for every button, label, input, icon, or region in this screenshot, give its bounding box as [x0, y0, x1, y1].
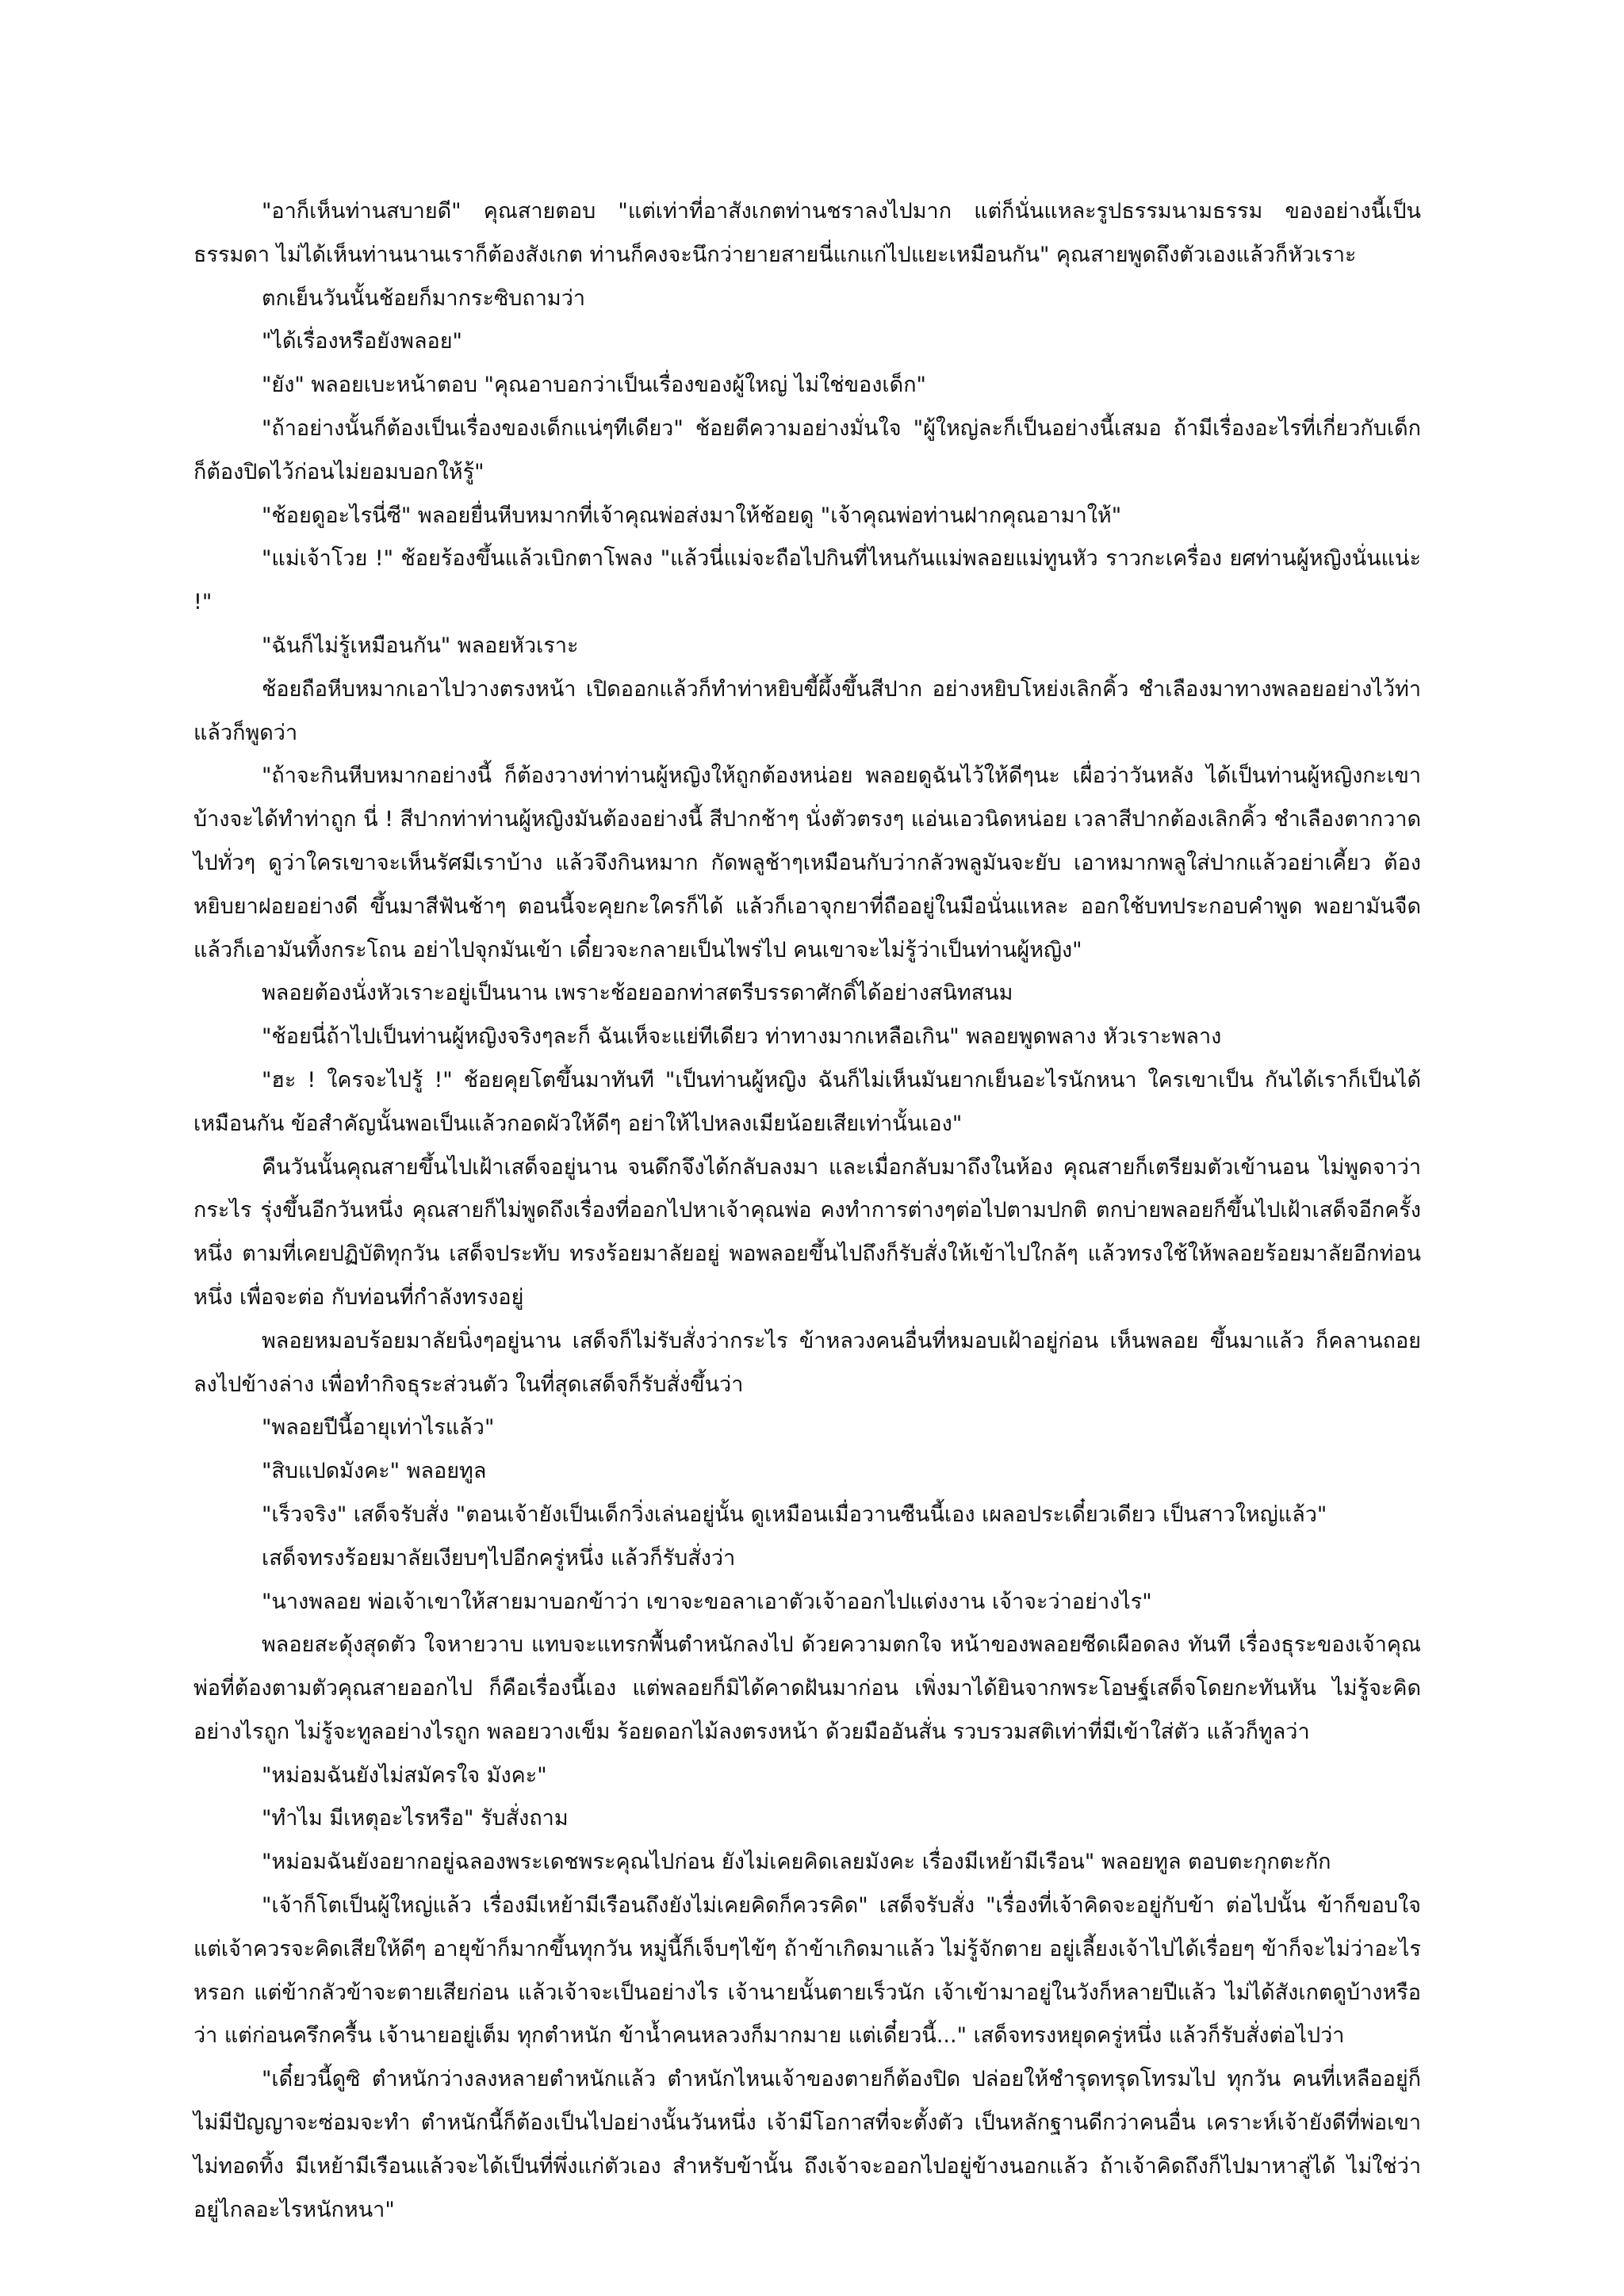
paragraph: คืนวันนั้นคุณสายขึ้นไปเฝ้าเสด็จอยู่นาน จนดึกจึงได้กลับลงมา และเมื่อกลับมาถึงในห้อง คุณสายก็เตรียมตัวเข้านอน ไม่พูดจาว่ากระไร รุ่งขึ้นอีกวันหนึ่ง คุณสายก็ไม่พูดถึงเรื่องที่ออกไปหาเจ้าคุณพ่อ คงทำการต่างๆต่อไปตามปกติ ตกบ่ายพลอยก็ขึ้นไปเฝ้าเสด็จอีกครั้งหนึ่ง ตามที่เคยปฏิบัติทุกวัน เสด็จประทับ ทรงร้อยมาลัยอยู่ พอพลอยขึ้นไปถึงก็รับสั่งให้เข้าไปใกล้ๆ แล้วทรงใช้ให้พลอยร้อยมาลัยอีกท่อนหนึ่ง เพื่อจะต่อ กับท่อนที่กำลังทรงอยู่	[193, 1154, 1421, 1310]
paragraph: "เร็วจริง" เสด็จรับสั่ง "ตอนเจ้ายังเป็นเด็กวิ่งเล่นอยู่นั้น ดูเหมือนเมื่อวานซืนนี้เอง เผลอประเดี๋ยวเดียว เป็นสาวใหญ่แล้ว"	[262, 1502, 1327, 1527]
paragraph: "หม่อมฉันยังไม่สมัครใจ มังคะ"	[262, 1762, 547, 1788]
paragraph: "ช้อยดูอะไรนี่ซี" พลอยยื่นหีบหมากที่เจ้าคุณพ่อส่งมาให้ช้อยดู "เจ้าคุณพ่อท่านฝากคุณอามาให้"	[262, 503, 1122, 528]
paragraph: ตกเย็นวันนั้นช้อยก็มากระซิบถามว่า	[262, 285, 586, 311]
paragraph: พลอยสะดุ้งสุดตัว ใจหายวาบ แทบจะแทรกพื้นตำหนักลงไป ด้วยความตกใจ หน้าของพลอยซีดเผือดลง ทันที เรื่องธุระของเจ้าคุณพ่อที่ต้องตามตัวคุณสายออกไป ก็คือเรื่องนี้เอง แต่พลอยก็มิได้คาดฝันมาก่อน เพิ่งมาได้ยินจากพระโอษฐ์เสด็จโดยกะทันหัน ไม่รู้จะคิดอย่างไรถูก ไม่รู้จะทูลอย่างไรถูก พลอยวางเข็ม ร้อยดอกไม้ลงตรงหน้า ด้วยมืออันสั่น รวบรวมสติเท่าที่มีเข้าใส่ตัว แล้วก็ทูลว่า	[193, 1632, 1421, 1744]
paragraph: "ได้เรื่องหรือยังพลอย"	[262, 329, 462, 354]
paragraph: "ถ้าจะกินหีบหมากอย่างนี้ ก็ต้องวางท่าท่านผู้หญิงให้ถูกต้องหน่อย พลอยดูฉันไว้ให้ดีๆนะ เผื่อว่าวันหลัง ได้เป็นท่านผู้หญิงกะเขาบ้างจะได้ทำท่าถูก นี่ ! สีปากท่าท่านผู้หญิงมันต้องอย่างนี้ สีปากช้าๆ นั่งตัวตรงๆ แอ่นเอวนิดหน่อย เวลาสีปากต้องเลิกคิ้ว ชำเลืองตากวาดไปทั่วๆ ดูว่าใครเขาจะเห็นรัศมีเราบ้าง แล้วจึงกินหมาก กัดพลูช้าๆเหมือนกับว่ากลัวพลูมันจะยับ เอาหมากพลูใส่ปากแล้วอย่าเคี้ยว ต้องหยิบยาฝอยอย่างดี ขึ้นมาสีฟันช้าๆ ตอนนี้จะคุยกะใครก็ได้ แล้วก็เอาจุกยาที่ถืออยู่ในมือนั่นแหละ ออกใช้บทประกอบคำพูด พอยามันจืดแล้วก็เอามันทิ้งกระโถน อย่าไปจุกมันเข้า เดี๋ยวจะกลายเป็นไพร่ไป คนเขาจะไม่รู้ว่าเป็นท่านผู้หญิง"	[193, 763, 1422, 962]
paragraph: "แม่เจ้าโวย !" ช้อยร้องขึ้นแล้วเบิกตาโพลง "แล้วนี่แม่จะถือไปกินที่ไหนกันแม่พลอยแม่ทูนหัว ราวกะเครื่อง ยศท่านผู้หญิงนั่นแน่ะ !"	[193, 546, 1421, 615]
paragraph: "ถ้าอย่างนั้นก็ต้องเป็นเรื่องของเด็กแน่ๆทีเดียว" ช้อยตีความอย่างมั่นใจ "ผู้ใหญ่ละก็เป็นอย่างนี้เสมอ ถ้ามีเรื่องอะไรที่เกี่ยวกับเด็ก ก็ต้องปิดไว้ก่อนไม่ยอมบอกให้รู้"	[193, 415, 1421, 484]
paragraph: "อาก็เห็นท่านสบายดี" คุณสายตอบ "แต่เท่าที่อาสังเกตท่านชราลงไปมาก แต่ก็นั่นแหละรูปธรรมนามธรรม ของอย่างนี้เป็นธรรมดา ไม่ได้เห็นท่านนานเราก็ต้องสังเกต ท่านก็คงจะนึกว่ายายสายนี่แกแก่ไปแยะเหมือนกัน" คุณสายพูดถึงตัวเองแล้วก็หัวเราะ	[193, 199, 1421, 267]
paragraph: พลอยหมอบร้อยมาลัยนิ่งๆอยู่นาน เสด็จก็ไม่รับสั่งว่ากระไร ข้าหลวงคนอื่นที่หมอบเฝ้าอยู่ก่อน เห็นพลอย ขึ้นมาแล้ว ก็คลานถอยลงไปข้างล่าง เพื่อทำกิจธุระส่วนตัว ในที่สุดเสด็จก็รับสั่งขึ้นว่า	[193, 1328, 1421, 1397]
paragraph: "เจ้าก็โตเป็นผู้ใหญ่แล้ว เรื่องมีเหย้ามีเรือนถึงยังไม่เคยคิดก็ควรคิด" เสด็จรับสั่ง "เรื่องที่เจ้าคิดจะอยู่กับข้า ต่อไปนั้น ข้าก็ขอบใจ แต่เจ้าควรจะคิดเสียให้ดีๆ อายุข้าก็มากขึ้นทุกวัน หมู่นี้ก็เจ็บๆไข้ๆ ถ้าข้าเกิดมาแล้ว ไม่รู้จักตาย อยู่เลี้ยงเจ้าไปได้เรื่อยๆ ข้าก็จะไม่ว่าอะไรหรอก แต่ข้ากลัวข้าจะตายเสียก่อน แล้วเจ้าจะเป็นอย่างไร เจ้านายนั้นตายเร็วนัก เจ้าเข้ามาอยู่ในวังก็หลายปีแล้ว ไม่ได้สังเกตดูบ้างหรือว่า แต่ก่อนครึกครื้น เจ้านายอยู่เต็ม ทุกตำหนัก ข้าน้ำคนหลวงก็มากมาย แต่เดี๋ยวนี้..." เสด็จทรงหยุดครู่หนึ่ง แล้วก็รับสั่งต่อไปว่า	[193, 1893, 1421, 2049]
paragraph: "พลอยปีนี้อายุเท่าไรแล้ว"	[262, 1415, 495, 1441]
paragraph: ช้อยถือหีบหมากเอาไปวางตรงหน้า เปิดออกแล้วก็ทำท่าหยิบขี้ผึ้งขึ้นสีปาก อย่างหยิบโหย่งเลิกคิ้ว ชำเลืองมาทางพลอยอย่างไว้ท่า แล้วก็พูดว่า	[193, 676, 1421, 745]
paragraph: เสด็จทรงร้อยมาลัยเงียบๆไปอีกครู่หนึ่ง แล้วก็รับสั่งว่า	[262, 1545, 736, 1571]
paragraph: "นางพลอย พ่อเจ้าเขาให้สายมาบอกข้าว่า เขาจะขอลาเอาตัวเจ้าออกไปแต่งงาน เจ้าจะว่าอย่างไร"	[262, 1589, 1152, 1614]
paragraph: "สิบแปดมังคะ" พลอยทูล	[262, 1459, 487, 1484]
paragraph: "หม่อมฉันยังอยากอยู่ฉลองพระเดชพระคุณไปก่อน ยังไม่เคยคิดเลยมังคะ เรื่องมีเหย้ามีเรือน" พลอยทูล ตอบตะกุกตะกัก	[262, 1850, 1331, 1875]
paragraph: "ช้อยนี่ถ้าไปเป็นท่านผู้หญิงจริงๆละก็ ฉันเห็จะแย่ทีเดียว ท่าทางมากเหลือเกิน" พลอยพูดพลาง หัวเราะพลาง	[262, 1024, 1222, 1050]
paragraph: "ทำไม มีเหตุอะไรหรือ" รับสั่งถาม	[262, 1806, 569, 1831]
paragraph: "เดี๋ยวนี้ดูซิ ตำหนักว่างลงหลายตำหนักแล้ว ตำหนักไหนเจ้าของตายก็ต้องปิด ปล่อยให้ชำรุดทรุดโทรมไป ทุกวัน คนที่เหลืออยู่ก็ไม่มีปัญญาจะซ่อมจะทำ ตำหนักนี้ก็ต้องเป็นไปอย่างนั้นวันหนึ่ง เจ้ามีโอกาสที่จะตั้งตัว เป็นหลักฐานดีกว่าคนอื่น เคราะห์เจ้ายังดีที่พ่อเขาไม่ทอดทิ้ง มีเหย้ามีเรือนแล้วจะได้เป็นที่พึ่งแก่ตัวเอง สำหรับข้านั้น ถึงเจ้าจะออกไปอยู่ข้างนอกแล้ว ถ้าเจ้าคิดถึงก็ไปมาหาสู่ได้ ไม่ใช่ว่าอยู่ไกลอะไรหนักหนา"	[193, 2067, 1421, 2222]
paragraph: "ฮะ ! ใครจะไปรู้ !" ช้อยคุยโตขึ้นมาทันที "เป็นท่านผู้หญิง ฉันก็ไม่เห็นมันยากเย็นอะไรนักหนา ใครเขาเป็น กันได้เราก็เป็นได้เหมือนกัน ข้อสำคัญนั้นพอเป็นแล้วกอดผัวให้ดีๆ อย่าให้ไปหลงเมียน้อยเสียเท่านั้นเอง"	[193, 1067, 1421, 1136]
paragraph: "ฉันก็ไม่รู้เหมือนกัน" พลอยหัวเราะ	[262, 633, 579, 658]
paragraph: "ยัง" พลอยเบะหน้าตอบ "คุณอาบอกว่าเป็นเรื่องของผู้ใหญ่ ไม่ใช่ของเด็ก"	[262, 373, 926, 398]
paragraph: พลอยต้องนั่งหัวเราะอยู่เป็นนาน เพราะช้อยออกท่าสตรีบรรดาศักดิ์ได้อย่างสนิทสนม	[262, 981, 1013, 1006]
